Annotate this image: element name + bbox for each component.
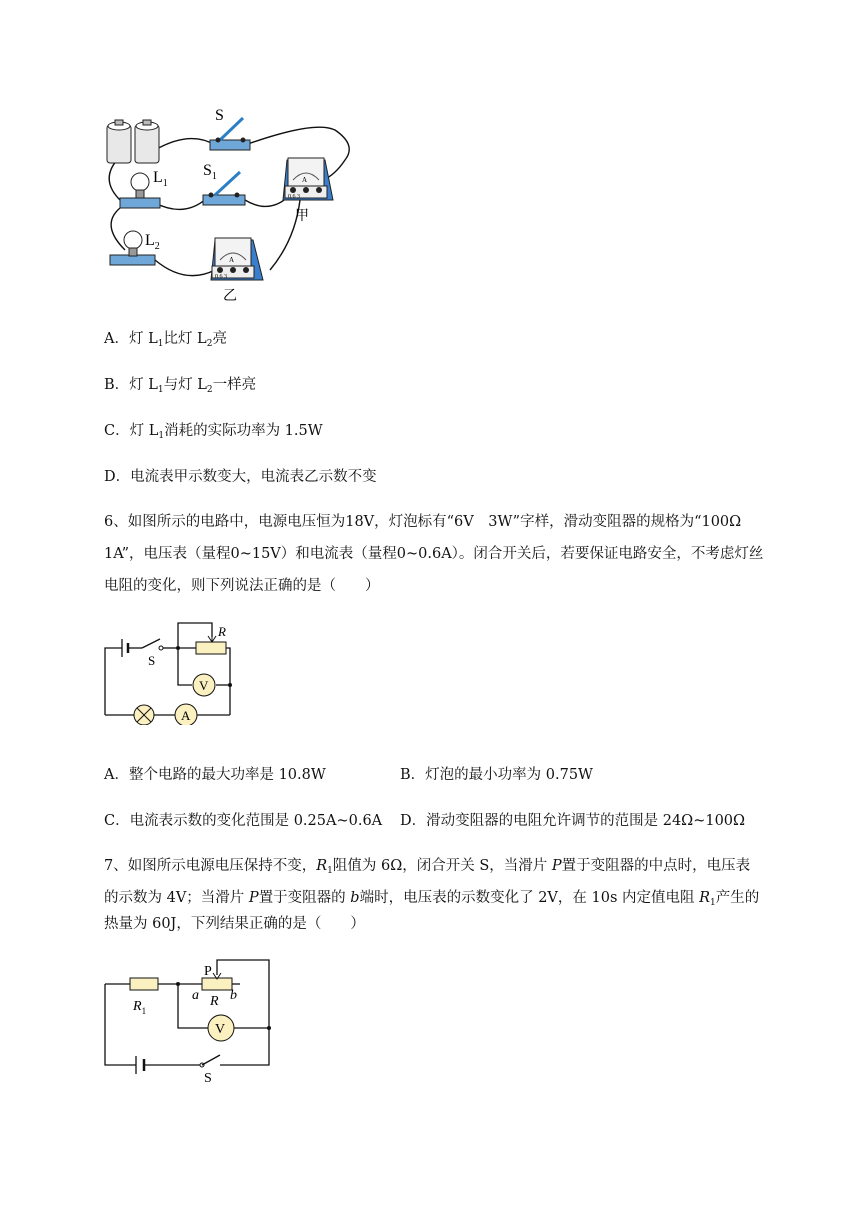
label-l1: L — [153, 169, 163, 186]
q7-label-v: V — [215, 1022, 226, 1037]
q6-label-v: V — [199, 678, 209, 693]
switch-contact-icon — [159, 646, 163, 650]
label-l1-sub: 1 — [162, 178, 168, 189]
meter-yi-scale: 0.6 3 — [215, 274, 227, 280]
label-s: S — [215, 107, 224, 124]
q5-option-c: C．灯 $L_1$消耗的实际功率为 1.5W — [104, 423, 323, 441]
svg-text:S1 — [203, 162, 217, 182]
switch-blade-icon — [202, 1055, 220, 1065]
q5-option-b: B．灯 $L_1$与灯 $L_2$一样亮 — [104, 377, 257, 395]
q6-option-d: D．滑动变阻器的电阻允许调节的范围是 24Ω~100Ω — [400, 813, 746, 829]
q7-label-s: S — [204, 1071, 212, 1085]
svg-text:L2 — [145, 232, 160, 252]
label-s1-sub: 1 — [211, 171, 217, 182]
battery-icon — [107, 120, 159, 163]
q5-option-a: A．灯 $L_1$比灯 $L_2$亮 — [104, 331, 227, 349]
q6-option-c: C．电流表示数的变化范围是 0.25A~0.6A — [104, 813, 383, 829]
switch-blade-icon — [142, 639, 160, 648]
q5-option-d: D．电流表甲示数变大，电流表乙示数不变 — [104, 469, 377, 485]
q7-stem-line2: 的示数为 4V；当滑片 P置于变阻器的 b端时，电压表的示数变化了 2V，在 10s 内定值电阻 $R_1$产生的 — [104, 890, 760, 908]
meter-jia-scale: 0.6 3 — [288, 194, 300, 200]
q7-label-r1: R — [133, 999, 142, 1014]
meter-yi-letter: A — [229, 256, 235, 264]
circuit-photo-figure — [95, 100, 365, 310]
q7-label-b: b — [230, 988, 237, 1003]
q6-circuit-diagram — [100, 615, 245, 725]
svg-text:R1 — [132, 999, 146, 1016]
q6-stem-line1: 6、如图所示的电路中，电源电压恒为18V，灯泡标有“6V 3W”字样，滑动变阻器的规格为“100Ω — [104, 514, 742, 530]
q7-label-r1-sub: 1 — [141, 1006, 147, 1016]
resistor-r1-icon — [130, 978, 158, 990]
meter-yi-label: 乙 — [223, 289, 237, 304]
q7-stem-line3: 热量为 60J，下列结果正确的是（ ） — [104, 916, 365, 932]
q6-label-a: A — [181, 708, 191, 723]
q7-label-a: a — [192, 988, 199, 1003]
label-l2-sub: 2 — [154, 241, 160, 252]
rheostat-icon — [196, 642, 226, 654]
label-l2: L — [145, 232, 155, 249]
q7-stem-line1: 7、如图所示电源电压保持不变，$R_1$阻值为 6Ω，闭合开关 S，当滑片 P置于变阻器的中点时，电压表 — [104, 858, 751, 876]
q6-option-b: B．灯泡的最小功率为 0.75W — [400, 767, 593, 783]
label-s1: S — [203, 162, 212, 179]
q6-label-s: S — [148, 653, 156, 668]
q6-option-a: A．整个电路的最大功率是 10.8W — [104, 767, 326, 783]
q6-label-r: R — [218, 624, 226, 639]
q7-circuit-diagram — [100, 955, 275, 1085]
svg-text:L1 — [153, 169, 168, 189]
q6-stem-line3: 电阻的变化，则下列说法正确的是（ ） — [104, 578, 380, 594]
q6-stem-line2: 1A”，电压表（量程0~15V）和电流表（量程0~0.6A）。闭合开关后，若要保证电路安全，不考虑灯丝 — [104, 546, 764, 562]
q7-label-p: P — [204, 964, 212, 979]
meter-jia-label: 甲 — [295, 209, 309, 224]
q7-label-r: R — [210, 994, 219, 1009]
meter-jia-letter: A — [302, 176, 308, 184]
